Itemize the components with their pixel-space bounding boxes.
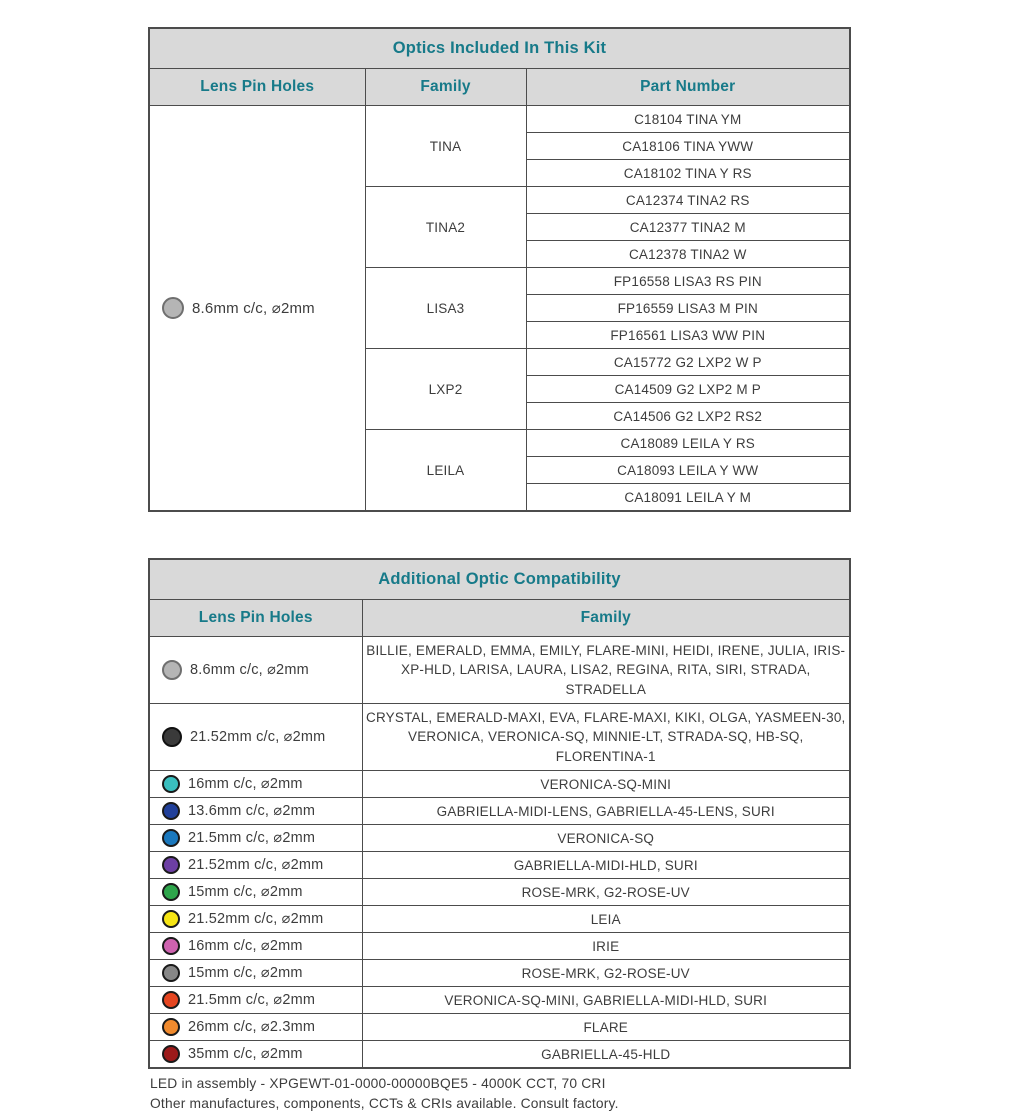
kit-column-family: Family bbox=[365, 69, 526, 106]
lens-pin-cell bbox=[149, 879, 362, 906]
lens-pin-wrap bbox=[150, 297, 365, 319]
table-row bbox=[149, 106, 850, 133]
compat-column-lens-pin-holes: Lens Pin Holes bbox=[149, 600, 362, 637]
part-number-cell: CA14506 G2 LXP2 RS2 bbox=[526, 403, 850, 430]
lens-pin-label: 13.6mm c/c, ⌀2mm bbox=[188, 803, 316, 819]
optics-kit-table bbox=[148, 27, 851, 512]
family-cell: ROSE-MRK, G2-ROSE-UV bbox=[362, 960, 850, 987]
lens-pin-wrap bbox=[150, 660, 362, 680]
family-cell: ROSE-MRK, G2-ROSE-UV bbox=[362, 879, 850, 906]
lens-pin-cell bbox=[149, 704, 362, 771]
family-cell: IRIE bbox=[362, 933, 850, 960]
lens-pin-label: 21.52mm c/c, ⌀2mm bbox=[190, 729, 326, 745]
lens-pin-dot-icon bbox=[162, 775, 180, 793]
lens-pin-label: 21.52mm c/c, ⌀2mm bbox=[188, 911, 324, 927]
part-number-cell: CA12374 TINA2 RS bbox=[526, 187, 850, 214]
part-number-cell: CA12378 TINA2 W bbox=[526, 241, 850, 268]
lens-pin-dot-icon bbox=[162, 829, 180, 847]
family-cell: LEILA bbox=[365, 430, 526, 512]
family-cell: VERONICA-SQ-MINI bbox=[362, 771, 850, 798]
kit-table-title: Optics Included In This Kit bbox=[149, 28, 850, 69]
table-row bbox=[149, 1014, 850, 1041]
family-cell: CRYSTAL, EMERALD-MAXI, EVA, FLARE-MAXI, KIKI, OLGA, YASMEEN-30, VERONICA, VERONICA-SQ, MINNIE-LT, STRADA-SQ, HB-SQ, FLORENTINA-1 bbox=[362, 704, 850, 771]
part-number-cell: CA15772 G2 LXP2 W P bbox=[526, 349, 850, 376]
family-cell: TINA2 bbox=[365, 187, 526, 268]
kit-table-header-row bbox=[149, 69, 850, 106]
lens-pin-wrap bbox=[150, 1045, 362, 1063]
part-number-cell: FP16558 LISA3 RS PIN bbox=[526, 268, 850, 295]
lens-pin-wrap bbox=[150, 775, 362, 793]
lens-pin-wrap bbox=[150, 883, 362, 901]
table-row bbox=[149, 987, 850, 1014]
lens-pin-dot-icon bbox=[162, 1045, 180, 1063]
lens-pin-wrap bbox=[150, 964, 362, 982]
lens-pin-wrap bbox=[150, 1018, 362, 1036]
lens-pin-cell bbox=[149, 798, 362, 825]
lens-pin-wrap bbox=[150, 991, 362, 1009]
part-number-cell: CA18102 TINA Y RS bbox=[526, 160, 850, 187]
compat-table-header-row bbox=[149, 600, 850, 637]
family-cell: VERONICA-SQ-MINI, GABRIELLA-MIDI-HLD, SURI bbox=[362, 987, 850, 1014]
compat-table-title: Additional Optic Compatibility bbox=[149, 559, 850, 600]
table-row bbox=[149, 879, 850, 906]
family-cell: FLARE bbox=[362, 1014, 850, 1041]
lens-pin-cell bbox=[149, 987, 362, 1014]
lens-pin-dot-icon bbox=[162, 802, 180, 820]
table-row bbox=[149, 960, 850, 987]
lens-pin-dot-icon bbox=[162, 883, 180, 901]
family-cell: LEIA bbox=[362, 906, 850, 933]
family-cell: TINA bbox=[365, 106, 526, 187]
lens-pin-cell bbox=[149, 1014, 362, 1041]
lens-pin-label: 8.6mm c/c, ⌀2mm bbox=[190, 662, 309, 678]
lens-pin-cell bbox=[149, 825, 362, 852]
lens-pin-dot-icon bbox=[162, 1018, 180, 1036]
part-number-cell: CA18091 LEILA Y M bbox=[526, 484, 850, 512]
lens-pin-dot-icon bbox=[162, 937, 180, 955]
lens-pin-cell bbox=[149, 852, 362, 879]
compat-table-title-row bbox=[149, 559, 850, 600]
lens-pin-label: 21.5mm c/c, ⌀2mm bbox=[188, 830, 316, 846]
table-row bbox=[149, 906, 850, 933]
table-row bbox=[149, 637, 850, 704]
part-number-cell: FP16559 LISA3 M PIN bbox=[526, 295, 850, 322]
kit-column-part-number: Part Number bbox=[526, 69, 850, 106]
family-cell: VERONICA-SQ bbox=[362, 825, 850, 852]
lens-pin-wrap bbox=[150, 910, 362, 928]
additional-compatibility-table bbox=[148, 558, 851, 1069]
lens-pin-cell bbox=[149, 637, 362, 704]
table-row bbox=[149, 704, 850, 771]
lens-pin-dot-icon bbox=[162, 856, 180, 874]
part-number-cell: FP16561 LISA3 WW PIN bbox=[526, 322, 850, 349]
lens-pin-cell bbox=[149, 106, 365, 512]
part-number-cell: CA18106 TINA YWW bbox=[526, 133, 850, 160]
lens-pin-label: 16mm c/c, ⌀2mm bbox=[188, 776, 303, 792]
compat-column-family: Family bbox=[362, 600, 850, 637]
lens-pin-label: 15mm c/c, ⌀2mm bbox=[188, 965, 303, 981]
lens-pin-wrap bbox=[150, 937, 362, 955]
part-number-cell: C18104 TINA YM bbox=[526, 106, 850, 133]
lens-pin-cell bbox=[149, 933, 362, 960]
kit-column-lens-pin-holes: Lens Pin Holes bbox=[149, 69, 365, 106]
lens-pin-label: 26mm c/c, ⌀2.3mm bbox=[188, 1019, 316, 1035]
table-row bbox=[149, 933, 850, 960]
family-cell: LISA3 bbox=[365, 268, 526, 349]
lens-pin-dot-icon bbox=[162, 297, 184, 319]
part-number-cell: CA18089 LEILA Y RS bbox=[526, 430, 850, 457]
lens-pin-label: 16mm c/c, ⌀2mm bbox=[188, 938, 303, 954]
lens-pin-cell bbox=[149, 1041, 362, 1069]
lens-pin-wrap bbox=[150, 727, 362, 747]
part-number-cell: CA12377 TINA2 M bbox=[526, 214, 850, 241]
family-cell: GABRIELLA-MIDI-LENS, GABRIELLA-45-LENS, SURI bbox=[362, 798, 850, 825]
part-number-cell: CA18093 LEILA Y WW bbox=[526, 457, 850, 484]
table-row bbox=[149, 1041, 850, 1069]
family-cell: BILLIE, EMERALD, EMMA, EMILY, FLARE-MINI, HEIDI, IRENE, JULIA, IRIS-XP-HLD, LARISA, LAURA, LISA2, REGINA, RITA, SIRI, STRADA, STRADELLA bbox=[362, 637, 850, 704]
lens-pin-cell bbox=[149, 960, 362, 987]
lens-pin-dot-icon bbox=[162, 910, 180, 928]
lens-pin-label: 21.52mm c/c, ⌀2mm bbox=[188, 857, 324, 873]
lens-pin-dot-icon bbox=[162, 964, 180, 982]
lens-pin-cell bbox=[149, 906, 362, 933]
footer-led-assembly-line: LED in assembly - XPGEWT-01-0000-00000BQE5 - 4000K CCT, 70 CRI bbox=[150, 1076, 606, 1091]
footer-note bbox=[150, 1074, 619, 1113]
lens-pin-label: 15mm c/c, ⌀2mm bbox=[188, 884, 303, 900]
family-cell: GABRIELLA-45-HLD bbox=[362, 1041, 850, 1069]
lens-pin-dot-icon bbox=[162, 660, 182, 680]
table-row bbox=[149, 798, 850, 825]
table-row bbox=[149, 852, 850, 879]
lens-pin-label: 35mm c/c, ⌀2mm bbox=[188, 1046, 303, 1062]
lens-pin-wrap bbox=[150, 829, 362, 847]
lens-pin-dot-icon bbox=[162, 991, 180, 1009]
lens-pin-label: 21.5mm c/c, ⌀2mm bbox=[188, 992, 316, 1008]
table-row bbox=[149, 771, 850, 798]
lens-pin-dot-icon bbox=[162, 727, 182, 747]
lens-pin-wrap bbox=[150, 856, 362, 874]
lens-pin-label: 8.6mm c/c, ⌀2mm bbox=[192, 300, 315, 317]
kit-table-title-row bbox=[149, 28, 850, 69]
lens-pin-cell bbox=[149, 771, 362, 798]
table-row bbox=[149, 825, 850, 852]
footer-consult-factory-line: Other manufactures, components, CCTs & CRIs available. Consult factory. bbox=[150, 1095, 619, 1111]
family-cell: LXP2 bbox=[365, 349, 526, 430]
family-cell: GABRIELLA-MIDI-HLD, SURI bbox=[362, 852, 850, 879]
part-number-cell: CA14509 G2 LXP2 M P bbox=[526, 376, 850, 403]
lens-pin-wrap bbox=[150, 802, 362, 820]
